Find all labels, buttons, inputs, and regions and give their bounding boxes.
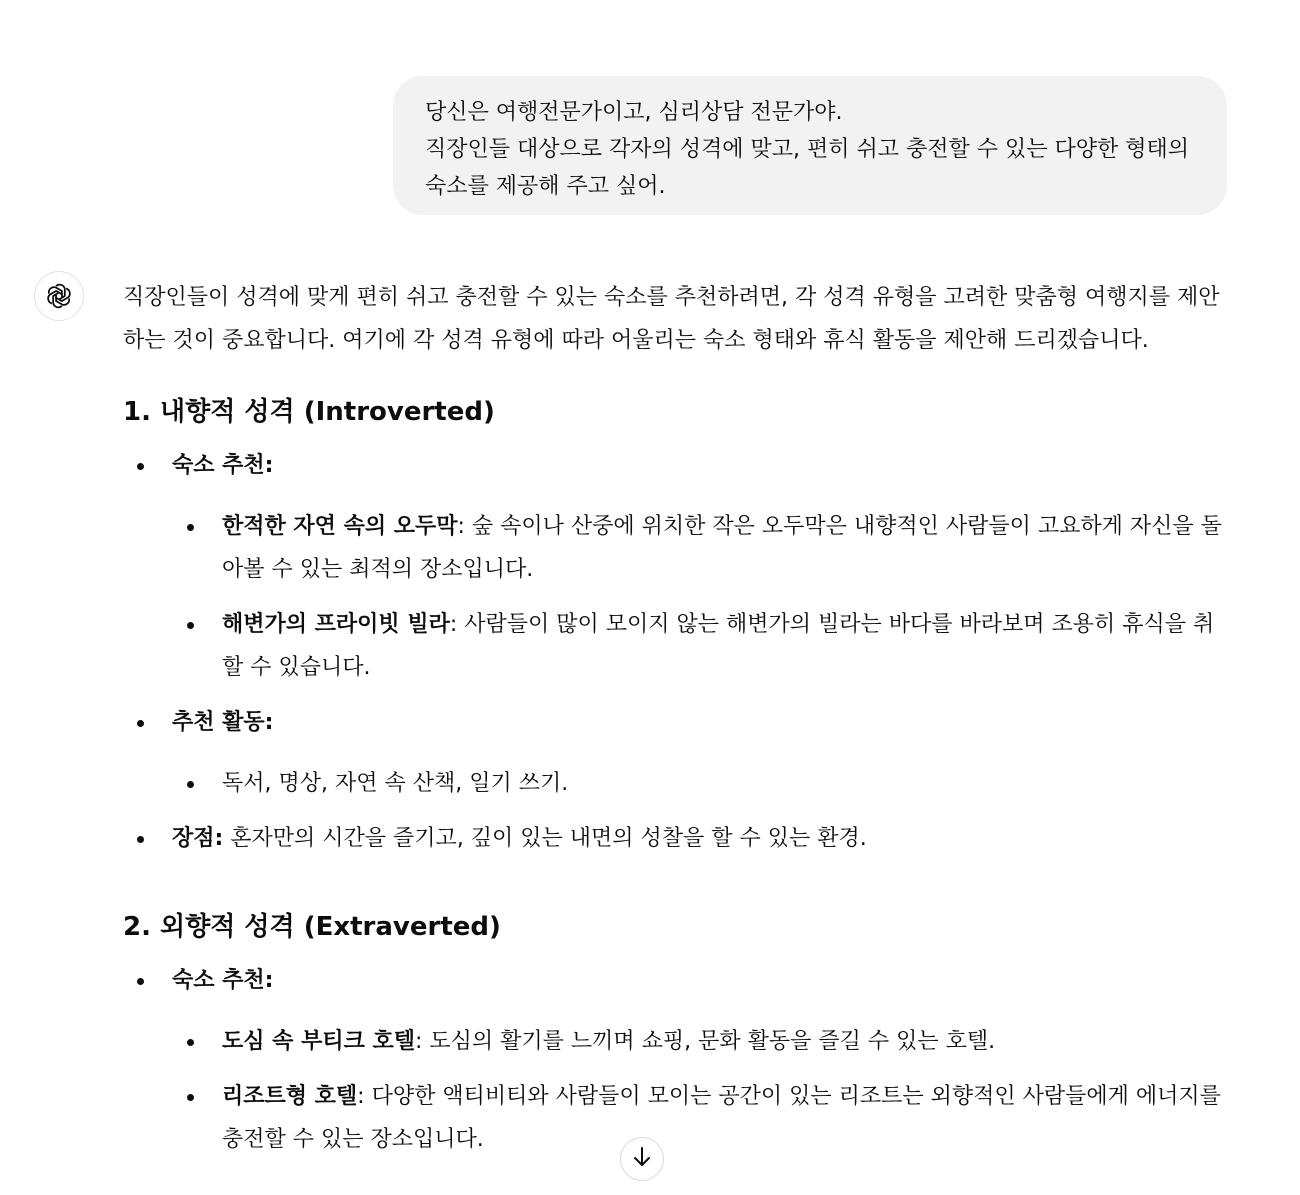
list-item-label: 추천 활동: [172, 710, 274, 735]
assistant-intro: 직장인들이 성격에 맞게 편히 쉬고 충전할 수 있는 숙소를 추천하려면, 각 성격 유형을 고려한 맞춤형 여행지를 제안하는 것이 중요합니다. 여기에 각 성격 유형에 따라 어울리는 숙소 형태와 휴식 활동을 제안해 드리겠습니다. [123, 285, 1220, 353]
lodging-name: 한적한 자연 속의 오두막 [222, 514, 458, 539]
openai-logo-icon [34, 271, 84, 321]
list-item-label: 숙소 추천: [172, 968, 274, 993]
section-list [123, 444, 1226, 860]
user-message-bubble [393, 76, 1227, 215]
lodging-name: 리조트형 호텔 [222, 1084, 358, 1109]
activity-text: 독서, 명상, 자연 속 산책, 일기 쓰기. [222, 771, 569, 796]
list-item-label: 숙소 추천: [172, 453, 274, 478]
section-heading: 1. 내향적 성격 (Introverted) [123, 397, 495, 427]
list-item [123, 444, 1226, 689]
lodging-desc: : 다양한 액티비티와 사람들이 모이는 공간이 있는 리조트는 외향적인 사람들에게 에너지를 충전할 수 있는 장소입니다. [222, 1084, 1221, 1152]
section-list [123, 959, 1226, 1161]
user-message-line: 당신은 여행전문가이고, 심리상담 전문가야. [425, 100, 843, 125]
sub-list [172, 1020, 1226, 1161]
sub-list [172, 762, 1226, 805]
list-item [123, 817, 1226, 860]
list-item [123, 505, 1226, 591]
list-item [123, 1020, 1226, 1063]
list-item [123, 701, 1226, 805]
merit-text: 혼자만의 시간을 즐기고, 깊이 있는 내면의 성찰을 할 수 있는 환경. [223, 826, 867, 851]
list-item [123, 959, 1226, 1161]
list-item [123, 762, 1226, 805]
assistant-message [123, 276, 1226, 1161]
section-heading: 2. 외향적 성격 (Extraverted) [123, 912, 501, 942]
lodging-desc: : 도심의 활기를 느끼며 쇼핑, 문화 활동을 즐길 수 있는 호텔. [415, 1029, 996, 1054]
user-message-line: 직장인들 대상으로 각자의 성격에 맞고, 편히 쉬고 충전할 수 있는 다양한 형태의 숙소를 제공해 주고 싶어. [425, 137, 1189, 199]
lodging-name: 해변가의 프라이빗 빌라 [222, 612, 450, 637]
list-item [123, 603, 1226, 689]
lodging-name: 도심 속 부티크 호텔 [222, 1029, 415, 1054]
list-item [123, 1075, 1226, 1161]
lodging-desc: : 숲 속이나 산중에 위치한 작은 오두막은 내향적인 사람들이 고요하게 자신을 돌아볼 수 있는 최적의 장소입니다. [222, 514, 1222, 582]
arrow-down-icon [632, 1146, 652, 1172]
sub-list [172, 505, 1226, 689]
scroll-to-bottom-button[interactable] [620, 1137, 664, 1181]
lodging-desc: : 사람들이 많이 모이지 않는 해변가의 빌라는 바다를 바라보며 조용히 휴식을 취할 수 있습니다. [222, 612, 1215, 680]
list-item-label: 장점: [172, 826, 224, 851]
